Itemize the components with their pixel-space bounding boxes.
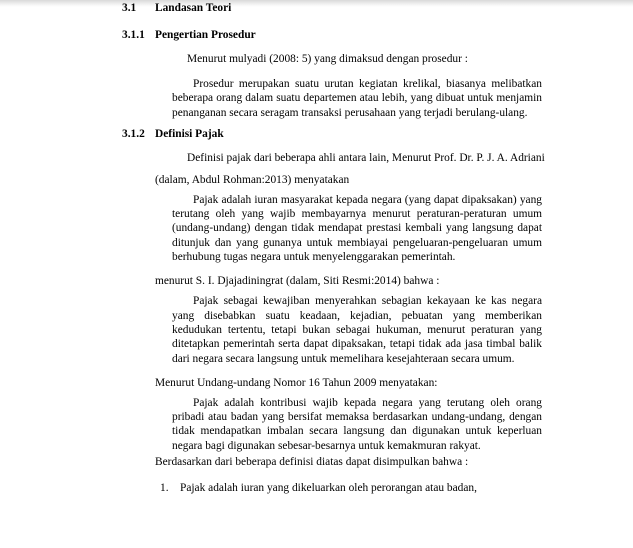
paragraph-intro-undang-undang: Menurut Undang-undang Nomor 16 Tahun 2009 menyatakan: <box>155 376 438 389</box>
section-title: Pengertian Prosedur <box>155 29 256 41</box>
paragraph-intro-prosedur: Menurut mulyadi (2008: 5) yang dimaksud dengan prosedur : <box>187 53 468 65</box>
list-item <box>160 481 560 495</box>
section-heading-3-1-2 <box>0 128 633 141</box>
quote-adriani: Pajak adalah iuran masyarakat kepada negara (yang dapat dipaksakan) yang terutang oleh yang wajib membayarnya menurut peraturan-peraturan umum (undang-undang) dengan tidak mendapat prestasi kembali yang langsung dapat ditunjuk dan yang gunanya untuk membiayai pengeluaran-pengeluaran umum berhubung tugas negara untuk menyelenggarakan pemerintah. <box>172 193 542 264</box>
section-number: 3.1.2 <box>122 127 145 140</box>
section-number: 3.1 <box>122 2 137 14</box>
section-heading-3-1 <box>0 2 633 15</box>
paragraph-intro-pajak: Definisi pajak dari beberapa ahli antara lain, Menurut Prof. Dr. P. J. A. Adriani (dalam, Abdul Rohman:2013) menyatakan <box>155 151 545 186</box>
quote-prosedur: Prosedur merupakan suatu urutan kegiatan krelikal, biasanya melibatkan beberapa orang dalam suatu departemen atau lebih, yang dibuat untuk menjamin penanganan secara seragam transaksi perusahaan yang terjadi berulang-ulang. <box>172 78 542 119</box>
list-item-text: Pajak adalah iuran yang dikeluarkan oleh perorangan atau badan, <box>180 482 477 495</box>
section-title: Landasan Teori <box>155 2 232 14</box>
paragraph-intro-djajadiningrat: menurut S. I. Djajadiningrat (dalam, Siti Resmi:2014) bahwa : <box>155 275 440 288</box>
list-marker: 1. <box>160 482 169 495</box>
quote-djajadiningrat: Pajak sebagai kewajiban menyerahkan sebagian kekayaan ke kas negara yang disebabkan suatu keadaan, kejadian, pebuatan yang memberikan kedudukan tertentu, tetapi bukan sebagai hukuman, menurut peraturan yang ditetapkan pemerintah serta dapat dipaksakan, tetapi tidak ada jasa timbal balik dari negara secara langsung untuk memelihara kesejahteraan secara umum. <box>172 295 542 365</box>
section-heading-3-1-1 <box>0 29 633 42</box>
paragraph-conclusion-lead: Berdasarkan dari beberapa definisi diatas dapat disimpulkan bahwa : <box>155 456 469 469</box>
section-number: 3.1.1 <box>122 29 145 41</box>
quote-undang-undang: Pajak adalah kontribusi wajib kepada negara yang terutang oleh orang pribadi atau badan yang bersifat memaksa berdasarkan undang-undang, dengan tidak mendapatkan imbalan secara langsung dan digunakan untuk keperluan negara bagi digunakan sebesar-besarnya untuk kemakmuran rakyat. <box>172 396 542 452</box>
section-title: Definisi Pajak <box>155 127 224 140</box>
